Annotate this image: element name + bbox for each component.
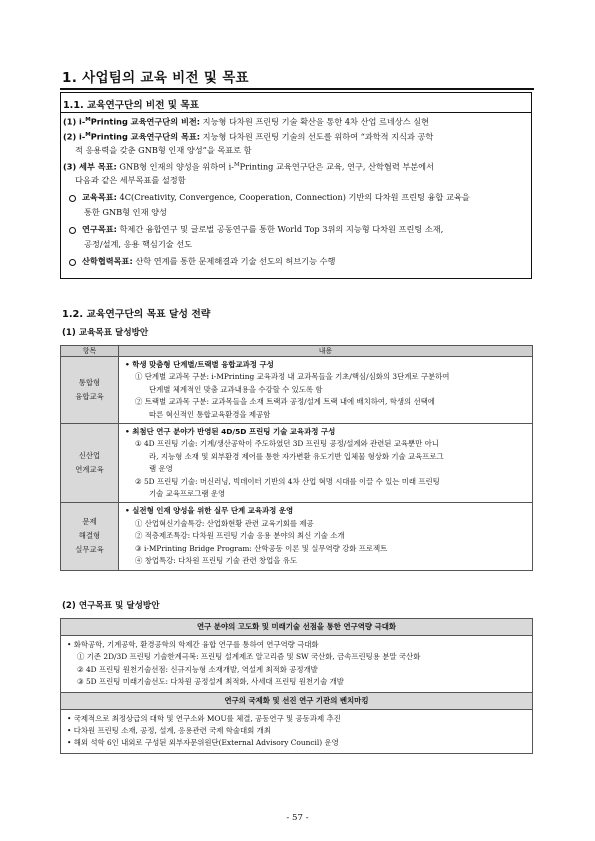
research-goal-item-cont: 공정/설계, 응용 핵심기술 선도 xyxy=(84,239,193,249)
vision-line: (1) i-$^M$Printing 교육연구단의 비전: 지능형 다차원 프린팅 기술 확산을 통한 4차 산업 르네상스 실현 xyxy=(63,116,430,127)
research-plan-title: (2) 연구목표 및 달성방안 xyxy=(62,601,160,611)
detail-goal-line-cont: 다음과 같은 세부목표를 설정함 xyxy=(75,175,186,185)
table-category: 문제 해결형 실무교육 xyxy=(61,503,119,570)
research-plan-box xyxy=(60,618,533,754)
circle-bullet-icon xyxy=(69,259,76,266)
edu-goal-item: 교육목표: 4C(Creativity, Convergence, Cooperation, Connection) 기반의 다차원 프린팅 융합 교육을 xyxy=(69,192,470,203)
edu-plan-table xyxy=(60,345,533,571)
circle-bullet-icon xyxy=(69,227,76,234)
table-category: 신산업 연계교육 xyxy=(61,424,119,503)
table-header-item: 항목 xyxy=(61,346,119,357)
goal-line-cont: 적 응용력을 갖춘 GNB형 인재 양성”을 목표로 함 xyxy=(75,145,252,155)
table-category: 통합형 융합교육 xyxy=(61,357,119,424)
research-box-body: • 화학공학, 기계공학, 환경공학의 학제간 융합 연구를 통하여 연구역량 극대화 ① 기존 2D/3D 프린팅 기술한계극복: 프린팅 설계제조 알고리즘 및 SW 국산화, 금속프린팅용 분말 국산화 ② 4D 프린팅 원천기술선점: 신규지능형 소재개발, 역설계 최적화 공정개발 ③ 5D 프린팅 미래기술선도: 다차원 공정설계 최적화, 사세대 프린팅 원천기술 개발 xyxy=(67,640,421,687)
goal-line: (2) i-$^M$Printing 교육연구단의 목표: 지능형 다차원 프린팅 기술의 선도를 위하여 “과학적 지식과 공학 xyxy=(63,131,434,142)
research-goal-item: 연구목표: 학제간 융합연구 및 글로벌 공동연구를 통한 World Top 3위의 지능형 다차원 프린팅 소재, xyxy=(69,224,443,235)
table-content: • 최첨단 연구 분야가 반영된 4D/5D 프린팅 기술 교육과정 구성 ① 4D 프린팅 기술: 기계/생산공학이 주도하였던 3D 프린팅 공정/설계와 관련된 교육뿐만 아니 라, 지능형 소재 및 외부환경 제어를 통한 자가변환 유도기반 입체물 형상화 기술 교육프로그 램 운영 ② 5D 프린팅 기술: 머신러닝, 빅데이터 기반의 4차 산업 혁명 시대를 이끌 수 있는 미래 프린팅 기술 교육프로그램 운영 xyxy=(119,424,533,503)
page-number: - 57 - xyxy=(286,813,309,823)
circle-bullet-icon xyxy=(69,195,76,202)
section-title: 1. 사업팀의 교육 비전 및 목표 xyxy=(62,70,249,86)
table-header-row xyxy=(61,346,533,357)
research-box-header-2: 연구의 국제화 및 선진 연구 기관의 벤치마킹 xyxy=(61,692,532,710)
table-content: • 실전형 인재 양성을 위한 실무 단계 교육과정 운영 ① 산업혁신기술특강: 산업화현황 관련 교육기회를 제공 ② 적층제조특강: 다차원 프린팅 기술 응용 분야의 최신 기술 소개 ③ i-MPrinting Bridge Program: 산학공동 이론 및 실무역량 강화 프로젝트 ④ 창업특강: 다차원 프린팅 기술 관련 창업을 유도 xyxy=(119,503,533,570)
edu-plan-title: (1) 교육목표 달성방안 xyxy=(62,328,149,338)
table-header-content: 내용 xyxy=(119,346,533,357)
table-row xyxy=(61,357,533,424)
section-title-rule xyxy=(60,88,534,90)
research-box-body-2: • 국제적으로 최정상급의 대학 및 연구소와 MOU를 체결, 공동연구 및 공동과제 추진 • 다차원 프린팅 소재, 공정, 설계, 응용관련 국제 학술대회 개최 • 해외 석학 6인 내외로 구성된 외부자문위원단(External Advisory Council) 운영 xyxy=(67,713,341,748)
table-row xyxy=(61,503,533,570)
industry-goal-item: 산학협력목표: 산학 연계를 통한 문제해결과 기술 선도의 허브기능 수행 xyxy=(69,256,335,267)
strategy-title: 1.2. 교육연구단의 목표 달성 전략 xyxy=(62,309,211,320)
detail-goal-line: (3) 세부 목표: GNB형 인재의 양성을 위하여 i-$^M$Printing 교육연구단은 교육, 연구, 산학협력 부분에서 xyxy=(63,161,434,172)
vision-box-title: 1.1. 교육연구단의 비전 및 목표 xyxy=(61,93,531,113)
vision-box xyxy=(60,92,532,279)
table-row xyxy=(61,424,533,503)
edu-goal-item-cont: 통한 GNB형 인재 양성 xyxy=(84,207,167,217)
research-box-header: 연구 분야의 고도화 및 미래기술 선점을 통한 연구역량 극대화 xyxy=(61,619,532,636)
table-content: • 학생 맞춤형 단계별/트랙별 융합교과정 구성 ① 단계별 교과목 구분: i-MPrinting 교육과정 내 교과목들을 기초/핵심/심화의 3단계로 구분하여 단계별 체계적인 맞춤 교과내용을 수강할 수 있도록 함 ② 트랙별 교과목 구분: 교과목들을 소재 트랙과 공정/설계 트랙 내에 배치하여, 학생의 선택에 따른 혁신적인 통합교육환경을 제공함 xyxy=(119,357,533,424)
